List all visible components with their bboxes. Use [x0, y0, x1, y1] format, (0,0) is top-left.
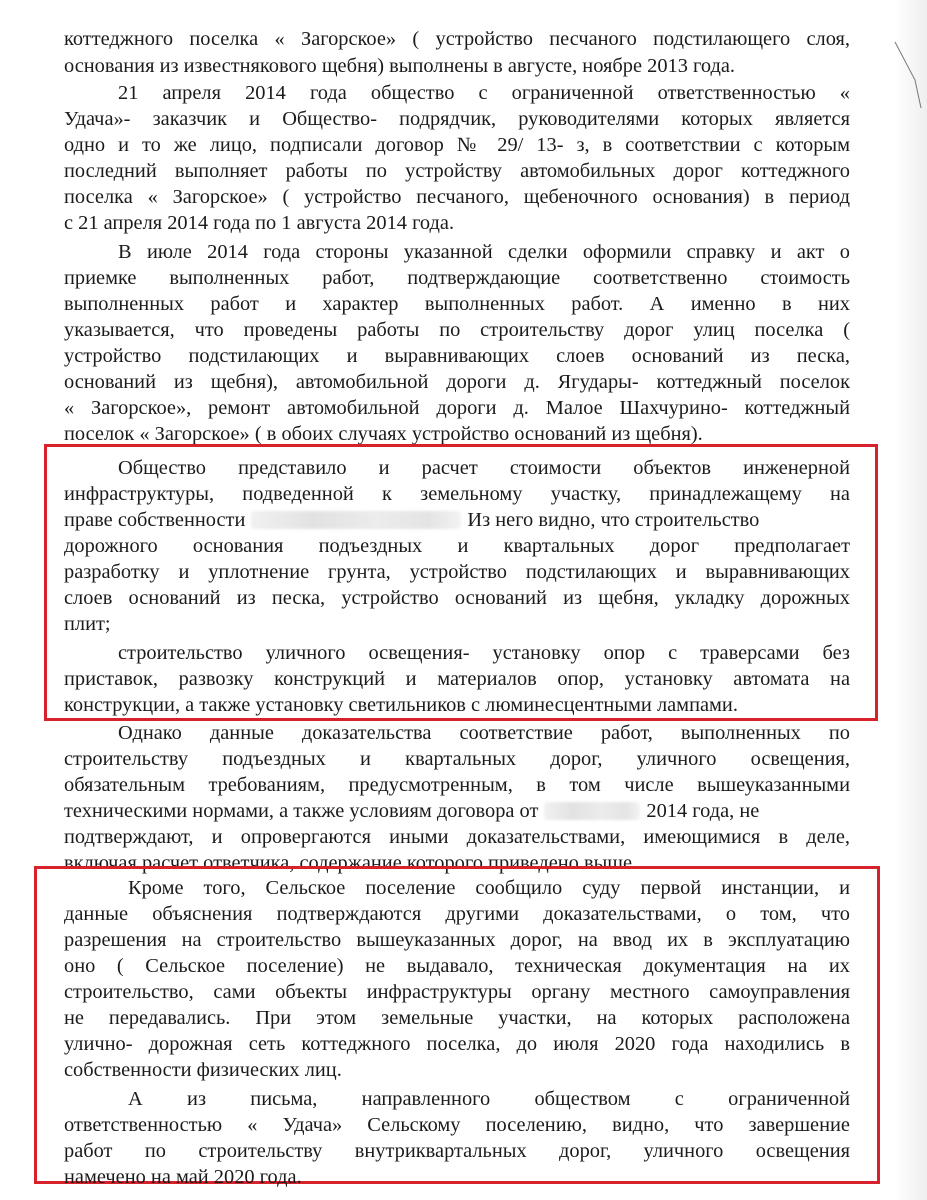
- text-line: оно ( Сельское поселение) не выдавало, техническая документация на их: [64, 955, 850, 977]
- text-line: данные объяснения подтверждаются другими доказательствами, о том, что: [64, 903, 850, 925]
- text-line: дорожного основания подъездных и квартальных дорог предполагает: [64, 535, 850, 557]
- text-line: не передавались. При этом земельные участки, на которых расположена: [64, 1007, 850, 1029]
- text-fragment: 2014 года, не: [646, 800, 760, 822]
- text-line: указывается, что проведены работы по строительству дорог улиц поселка (: [64, 319, 850, 341]
- scan-scratch-mark: [893, 40, 923, 110]
- text-line: оснований из щебня), автомобильной дороги д. Ягудары- коттеджный поселок: [64, 371, 850, 393]
- text-line: приемке выполненных работ, подтверждающие соответственно стоимость: [64, 267, 850, 289]
- text-fragment: техническими нормами, а также условиям договора от: [64, 800, 539, 822]
- text-line: поселок « Загорское» ( в обоих случаях устройство оснований из щебня).: [64, 423, 703, 445]
- text-line: устройство подстилающих и выравнивающих слоев оснований из песка,: [64, 345, 850, 367]
- text-fragment: праве собственности: [64, 509, 246, 531]
- text-line: [64, 798, 850, 824]
- text-line: ответственностью « Удача» Сельскому поселению, видно, что завершение: [64, 1114, 850, 1136]
- redacted-date: [544, 802, 640, 820]
- text-line: выполненных работ и характер выполненных работ. А именно в них: [64, 293, 850, 315]
- text-line: включая расчет ответчика, содержание которого приведено выше.: [64, 852, 638, 874]
- text-line: конструкции, а также установку светильников с люминесцентными лампами.: [64, 694, 738, 716]
- text-line: намечено на май 2020 года.: [64, 1166, 302, 1188]
- text-line: Однако данные доказательства соответствие работ, выполненных по: [118, 722, 850, 744]
- text-line: Удача»- заказчик и Общество- подрядчик, руководителями которых является: [64, 108, 850, 130]
- text-line: разрешения на строительство вышеуказанных дорог, на ввод их в эксплуатацию: [64, 929, 850, 951]
- text-line: с 21 апреля 2014 года по 1 августа 2014 года.: [64, 212, 455, 234]
- text-line: подтверждают, и опровергаются иными доказательствами, имеющимися в деле,: [64, 826, 850, 848]
- text-line: приставок, развозку конструкций и материалов опор, установку автомата на: [64, 668, 850, 690]
- text-line: 21 апреля 2014 года общество с ограниченной ответственностью «: [118, 82, 850, 104]
- text-line: поселка « Загорское» ( устройство песчаного, щебеночного основания) в период: [64, 186, 850, 208]
- text-line: [64, 507, 850, 533]
- redacted-name: [251, 511, 461, 529]
- text-line: одно и то же лицо, подписали договор № 29/ 13- з, в соответствии с которым: [64, 134, 850, 156]
- text-line: А из письма, направленного обществом с ограниченной: [128, 1088, 850, 1110]
- text-line: разработку и уплотнение грунта, устройство подстилающих и выравнивающих: [64, 561, 850, 583]
- text-line: строительство, сами объекты инфраструктуры органу местного самоуправления: [64, 981, 850, 1003]
- text-line: улично- дорожная сеть коттеджного поселка, до июля 2020 года находились в: [64, 1033, 850, 1055]
- text-line: работ по строительству внутриквартальных дорог, уличного освещения: [64, 1140, 850, 1162]
- text-line: инфраструктуры, подведенной к земельному участку, принадлежащему на: [64, 483, 850, 505]
- text-line: последний выполняет работы по устройству автомобильных дорог коттеджного: [64, 160, 850, 182]
- text-line: Кроме того, Сельское поселение сообщило суду первой инстанции, и: [128, 877, 850, 899]
- text-line: коттеджного поселка « Загорское» ( устройство песчаного подстилающего слоя,: [64, 28, 850, 50]
- text-line: собственности физических лиц.: [64, 1059, 342, 1081]
- text-line: Общество представило и расчет стоимости объектов инженерной: [118, 457, 850, 479]
- text-line: « Загорское», ремонт автомобильной дороги д. Малое Шахчурино- коттеджный: [64, 397, 850, 419]
- text-line: строительству подъездных и квартальных дорог, уличного освещения,: [64, 748, 850, 770]
- text-fragment: Из него видно, что строительство: [467, 509, 760, 531]
- text-line: строительство уличного освещения- установку опор с траверсами без: [118, 642, 850, 664]
- text-line: В июле 2014 года стороны указанной сделки оформили справку и акт о: [118, 241, 850, 263]
- text-line: плит;: [64, 613, 111, 635]
- text-line: слоев оснований из песка, устройство оснований из щебня, укладку дорожных: [64, 587, 850, 609]
- scan-edge-shadow: [893, 0, 927, 1200]
- text-line: основания из известнякового щебня) выполнены в августе, ноябре 2013 года.: [64, 55, 735, 77]
- text-line: обязательным требованиям, предусмотренным, в том числе вышеуказанными: [64, 774, 850, 796]
